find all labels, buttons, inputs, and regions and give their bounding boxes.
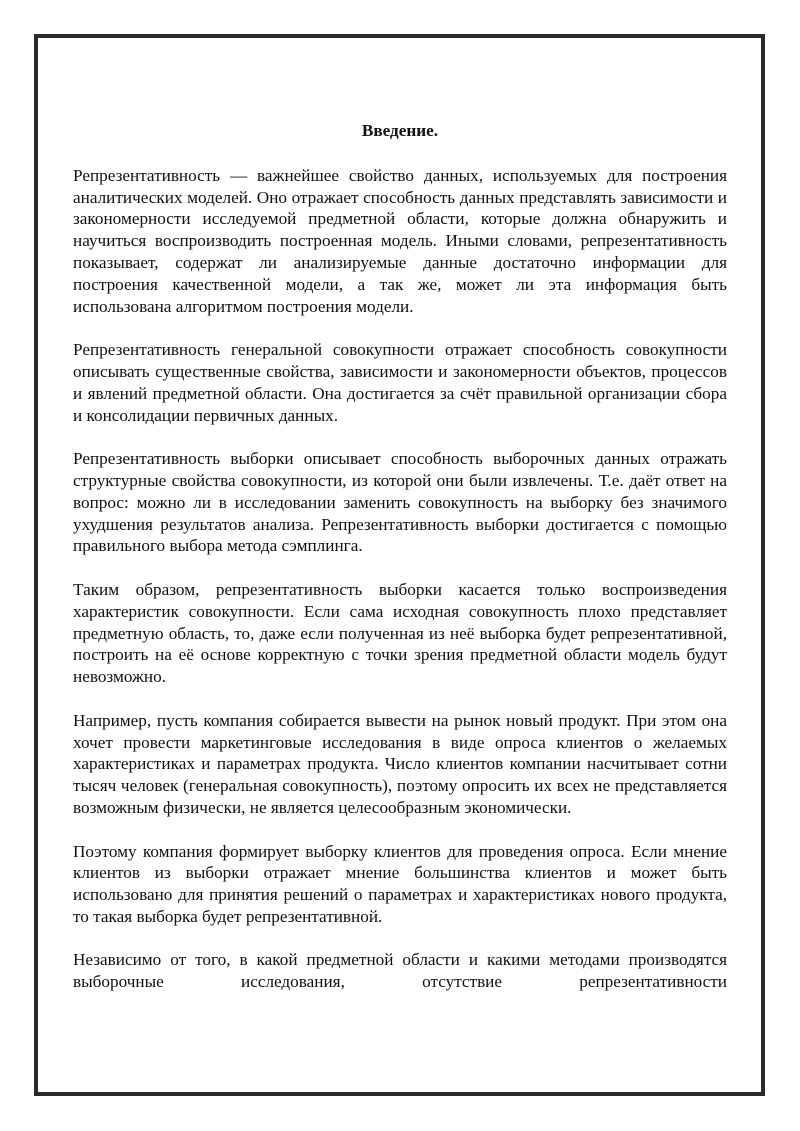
document-body [73,120,727,993]
paragraph-truncated: Независимо от того, в какой предметной области и какими методами производятся выборочные исследования, отсутствие репрезентативности [73,950,727,992]
paragraph-representativeness-definition: Репрезентативность — важнейшее свойство данных, используемых для построения аналитических моделей. Оно отражает способность данных представлять зависимости и закономерности исследуемой предметной области, которые должна обнаружить и научиться воспроизводить построенная модель. Иными словами, репрезентативность показывает, содержат ли анализируемые данные достаточно информации для построения качественной модели, а так же, может ли эта информация быть использована алгоритмом построения модели. [73,165,727,316]
paragraph-population-representativeness: Репрезентативность генеральной совокупности отражает способность совокупности описывать существенные свойства, зависимости и закономерности объектов, процессов и явлений предметной области. Она достигается за счёт правильной организации сбора и консолидации первичных данных. [73,340,727,425]
paragraph-example-continued: Поэтому компания формирует выборку клиентов для проведения опроса. Если мнение клиентов из выборки отражает мнение большинства клиентов и может быть использовано для принятия решений о параметрах и характеристиках нового продукта, то такая выборка будет репрезентативной. [73,841,727,926]
paragraph-sample-representativeness: Репрезентативность выборки описывает способность выборочных данных отражать структурные свойства совокупности, из которой они были извлечены. Т.е. даёт ответ на вопрос: можно ли в исследовании заменить совокупность на выборку без значимого ухудшения результатов анализа. Репрезентативность выборки достигается с помощью правильного выбора метода сэмплинга. [73,449,727,556]
document-title: Введение. [361,121,439,140]
paragraph-example: Например, пусть компания собирается вывести на рынок новый продукт. При этом она хочет провести маркетинговые исследования в виде опроса клиентов о желаемых характеристиках и параметрах продукта. Число клиентов компании насчитывает сотни тысяч человек (генеральная совокупность), поэтому опросить их всех не представляется возможным физически, не является целесообразным экономически. [73,710,727,817]
paragraph-conclusion: Таким образом, репрезентативность выборки касается только воспроизведения характеристик совокупности. Если сама исходная совокупность плохо представляет предметную область, то, даже если полученная из неё выборка будет репрезентативной, построить на её основе корректную с точки зрения предметной области модель будут невозможно. [73,579,727,687]
